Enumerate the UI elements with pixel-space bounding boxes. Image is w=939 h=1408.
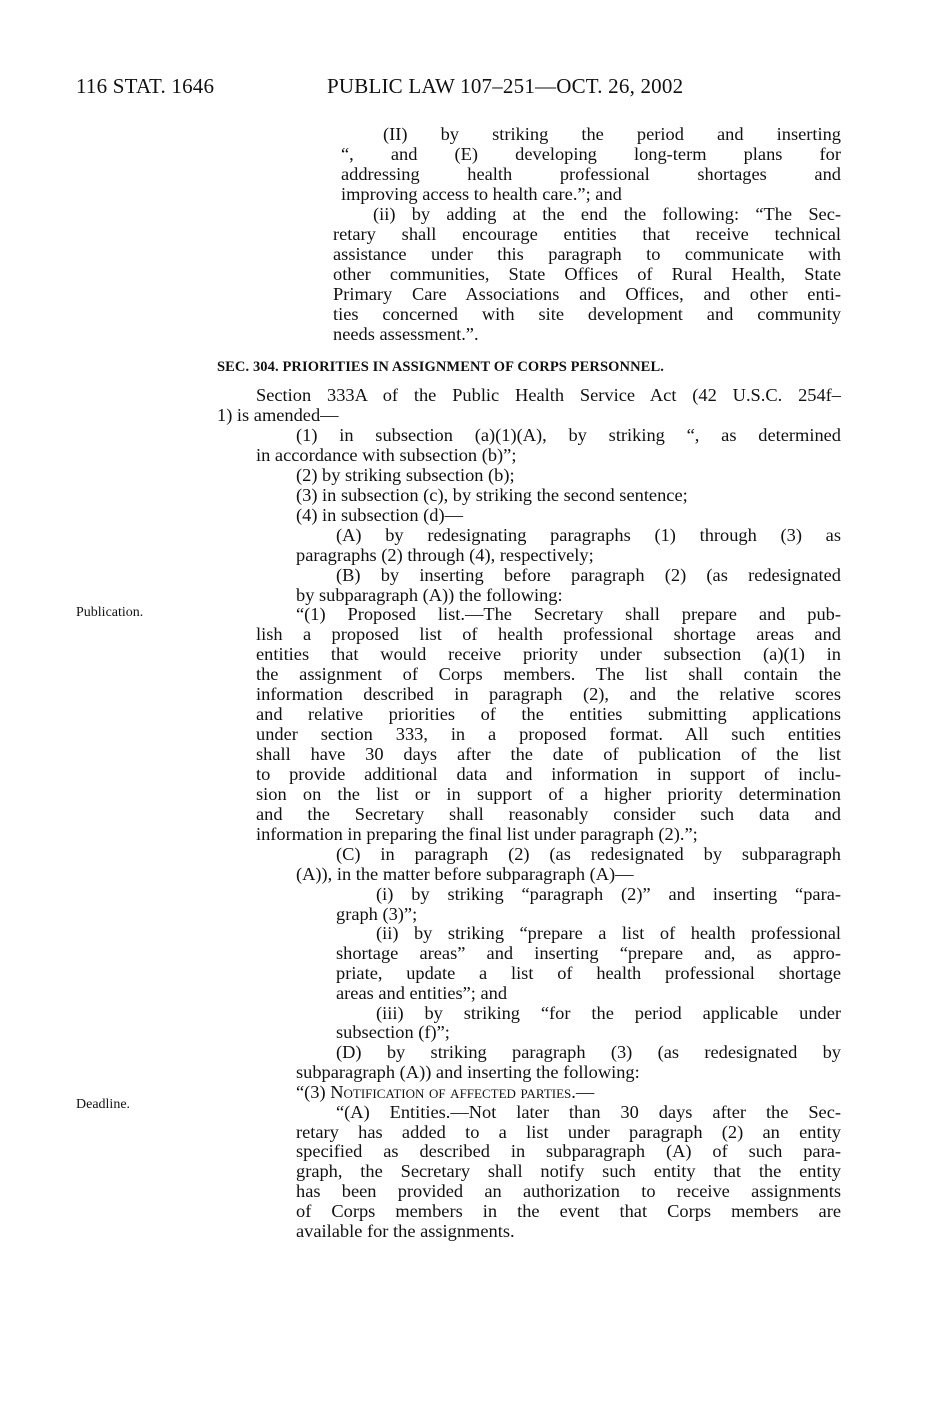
text-line: (ii) by striking “prepare a list of health professional [376,923,841,943]
text-line: other communities, State Offices of Rural Health, State [333,264,841,284]
text-line: available for the assignments. [296,1221,515,1241]
text-line: “(3) Notification of affected parties.— [296,1082,595,1102]
text-line: under section 333, in a proposed format. All such entities [256,724,841,744]
text-line: (C) in paragraph (2) (as redesignated by subparagraph [336,844,841,864]
text-line: graph (3)”; [336,904,418,924]
text-line: (4) in subsection (d)— [296,505,464,525]
text-line: 1) is amended— [217,405,339,425]
text-line: and relative priorities of the entities submitting applications [256,704,841,724]
text-line: by subparagraph (A)) the following: [296,585,563,605]
text-line: lish a proposed list of health professional shortage areas and [256,624,841,644]
text-line [296,604,841,624]
running-header: PUBLIC LAW 107–251—OCT. 26, 2002 [327,74,684,98]
text-line: (i) by striking “paragraph (2)” and inserting “para- [376,884,841,904]
text-line: sion on the list or in support of a higher priority determination [256,784,841,804]
text-line: (1) in subsection (a)(1)(A), by striking “, as determined [296,425,841,445]
text-line: (D) by striking paragraph (3) (as redesignated by [336,1042,841,1062]
text-line: subparagraph (A)) and inserting the following: [296,1062,640,1082]
text-line: Primary Care Associations and Offices, and other enti- [333,284,841,304]
text-line: subsection (f)”; [336,1022,450,1042]
text-line: (II) by striking the period and inserting [383,124,841,144]
text-line: (2) by striking subsection (b); [296,465,515,485]
text-line: “, and (E) developing long-term plans for [341,144,841,164]
text-line: of Corps members in the event that Corps members are [296,1201,841,1221]
text-line: ties concerned with site development and community [333,304,841,324]
text-line: (A)), in the matter before subparagraph (A)— [296,864,634,884]
text-line: retary has added to a list under paragraph (2) an entity [296,1122,841,1142]
text-line: (B) by inserting before paragraph (2) (as redesignated [336,565,841,585]
text-line: in accordance with subsection (b)”; [256,445,517,465]
text-line: (A) by redesignating paragraphs (1) through (3) as [336,525,841,545]
margin-note-publication: Publication. [76,605,144,620]
text-line: retary shall encourage entities that receive technical [333,224,841,244]
text-line: has been provided an authorization to receive assignments [296,1181,841,1201]
section-heading: SEC. 304. PRIORITIES IN ASSIGNMENT OF CORPS PERSONNEL. [217,359,664,375]
text-line: shall have 30 days after the date of publication of the list [256,744,841,764]
text-line: addressing health professional shortages and [341,164,841,184]
text-line: and the Secretary shall reasonably consider such data and [256,804,841,824]
proposed-list-text: “(1) Proposed list.—The Secretary shall prepare and pub- [296,604,841,624]
text-line: improving access to health care.”; and [341,184,622,204]
text-line: needs assessment.”. [333,324,479,344]
text-line: the assignment of Corps members. The list shall contain the [256,664,841,684]
page-citation: 116 STAT. 1646 [76,74,215,98]
text-line: shortage areas” and inserting “prepare and, as appro- [336,943,841,963]
text-line: to provide additional data and information in support of inclu- [256,764,841,784]
text-line: (iii) by striking “for the period applicable under [376,1003,841,1023]
text-line: “(A) Entities.—Not later than 30 days after the Sec- [336,1102,841,1122]
text-line: areas and entities”; and [336,983,508,1003]
text-line: entities that would receive priority under subsection (a)(1) in [256,644,841,664]
text-line: information in preparing the final list under paragraph (2).”; [256,824,698,844]
text-line: assistance under this paragraph to communicate with [333,244,841,264]
text-line: paragraphs (2) through (4), respectively; [296,545,594,565]
margin-note-deadline: Deadline. [76,1097,131,1112]
text-line: priate, update a list of health professional shortage [336,963,841,983]
text-line: information described in paragraph (2), and the relative scores [256,684,841,704]
text-line: (3) in subsection (c), by striking the second sentence; [296,485,688,505]
text-line: Section 333A of the Public Health Service Act (42 U.S.C. 254f– [256,385,841,405]
text-line: (ii) by adding at the end the following: “The Sec- [373,204,841,224]
text-line: graph, the Secretary shall notify such entity that the entity [296,1161,841,1181]
text-line: specified as described in subparagraph (A) of such para- [296,1141,841,1161]
